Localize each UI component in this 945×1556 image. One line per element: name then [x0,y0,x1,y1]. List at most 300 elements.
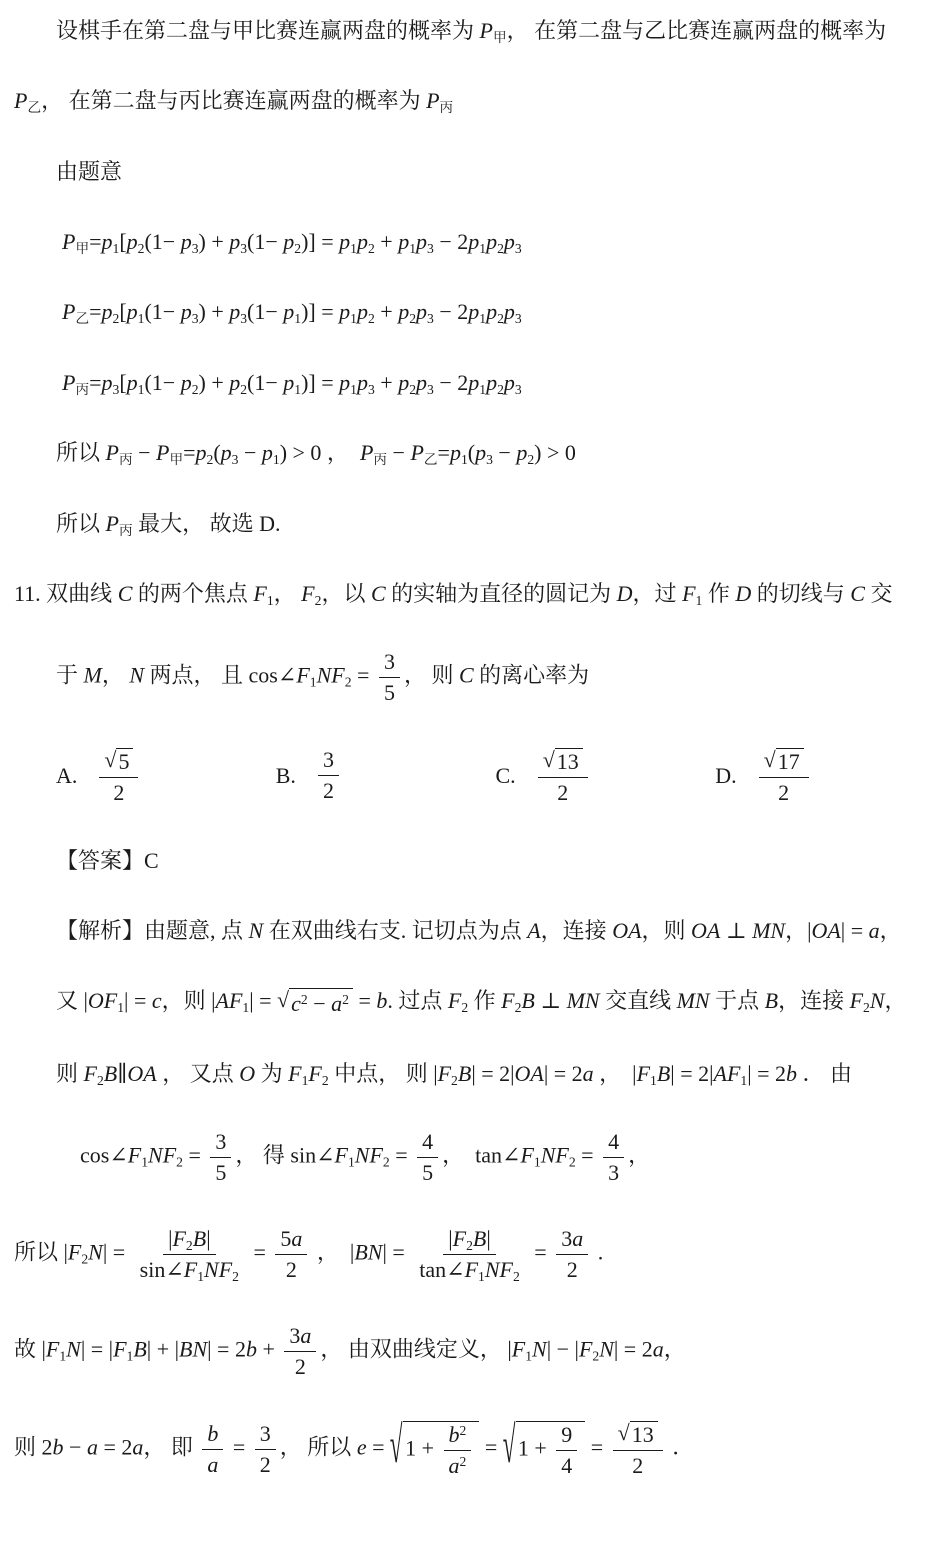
math-variable: N [248,917,264,943]
math-variable: p [356,299,368,325]
text-run: 又 | [56,988,88,1014]
subscript: 2 [367,240,375,256]
text-run: )] = [301,229,340,255]
text-run: 最大， 故选 D. [132,510,281,536]
fraction-numerator [443,1226,496,1255]
subscript: 3 [514,240,522,256]
analysis-line-7 [8,1414,935,1479]
premise-line [8,157,935,187]
subscript: 3 [191,311,199,327]
math-variable: p [180,299,192,325]
radical-sign: √ [502,1414,516,1474]
q11-stem-line-1 [8,579,935,609]
math-variable: AF [215,988,243,1014]
math-variable: p [283,299,295,325]
options-row [8,746,935,805]
fraction [318,747,339,804]
answer-line [8,846,935,876]
subscript: 2 [81,1251,89,1267]
text-run: 4 [561,1452,573,1478]
text-run: | = [102,1239,131,1265]
superscript: 2 [300,991,308,1007]
text-run: − 2 [433,229,469,255]
math-variable: F [301,580,315,606]
math-variable: A [527,917,541,943]
math-variable: p [356,369,368,395]
text-run: 2 [778,779,790,805]
text-run: ， 又点 [156,1060,240,1086]
text-run: 3 [259,1421,271,1447]
math-variable: P [426,88,440,114]
option-label: D. [715,762,737,788]
math-variable: N [599,1336,614,1362]
fraction [417,1129,438,1186]
text-run: 2 [294,1353,306,1379]
text-run: ， 由双曲线定义， | [320,1336,512,1362]
subscript: 1 [294,311,302,327]
subscript: 2 [96,1072,104,1088]
math-variable: p [449,440,461,466]
text-run: = [89,369,102,395]
subscript: 2 [514,1000,522,1016]
text-run: 交 [864,580,893,606]
option-label: B. [275,762,296,788]
fraction [603,1129,624,1186]
text-run: − 2 [433,299,469,325]
text-run: (1− [247,229,284,255]
subscript: 2 [451,1072,458,1088]
superscript: 2 [459,1453,467,1469]
subscript: 1 [409,240,417,256]
text-run: 1 + [405,1435,440,1461]
radicand [403,1421,479,1479]
text-run: (1− [144,229,181,255]
analysis-line-6 [8,1323,935,1380]
text-run: = [437,440,450,466]
math-variable: P [105,440,119,466]
math-variable: P [62,299,76,325]
text-run: ， [663,1336,686,1362]
subscript: 1 [650,1072,657,1088]
math-variable: a [652,1336,664,1362]
subscript: 丙 [439,100,454,116]
text-run: | = [249,988,278,1014]
math-variable: D [735,580,752,606]
text-run: 9 [561,1421,573,1447]
text-run: 中点， 则 | [328,1060,438,1086]
text-run: 5 [118,748,130,774]
fraction-numerator [417,1129,438,1158]
math-variable: OA [514,1060,544,1086]
text-run: 5 [383,680,395,706]
fraction [444,1422,472,1479]
math-variable: p [398,299,410,325]
fraction-denominator [255,1450,276,1478]
math-variable: F [253,580,267,606]
analysis-line-5 [8,1226,935,1283]
math-variable: p [486,299,498,325]
math-variable: p [486,229,498,255]
document-page [8,16,935,1479]
text-run: 的离心率为 [473,662,590,688]
subscript: 1 [301,1072,309,1088]
text-run: | [206,1226,211,1252]
math-variable: F [578,1336,593,1362]
option-value [534,746,592,805]
text-run: cos∠ [80,1142,128,1168]
fraction [135,1226,244,1283]
math-variable: N [869,988,885,1014]
fraction-numerator [99,746,138,777]
formula-p-yi [8,297,935,327]
math-variable: p [101,299,113,325]
text-run: ( [213,440,221,466]
text-run: 作 [468,988,502,1014]
subscript: 丙 [118,522,133,538]
fraction-numerator [379,649,400,678]
text-run: 所以 [56,510,106,536]
analysis-line-3 [8,1059,935,1089]
text-run: [ [119,229,127,255]
text-run: 2 [285,1257,297,1283]
subscript: 甲 [75,240,90,256]
analysis-line-2 [8,986,935,1019]
fraction-numerator [255,1421,276,1450]
fraction-numerator [759,746,809,777]
text-run: ，| [785,917,812,943]
text-run: ) + [198,229,230,255]
subscript: 3 [486,451,493,467]
text-run: 所以 | [14,1239,68,1265]
math-variable: F [520,1142,534,1168]
math-variable: MN [566,988,600,1014]
text-run: . 过点 [387,988,448,1014]
math-variable: p [101,229,113,255]
fraction [414,1226,525,1283]
square-root [277,988,353,1019]
subscript: 1 [350,381,357,397]
math-variable: N [532,1336,547,1362]
math-variable: BN [179,1336,208,1362]
math-variable: p [475,440,487,466]
subscript: 3 [427,240,434,256]
fraction-numerator [538,746,588,777]
text-run: = [352,988,377,1014]
math-variable: a [868,917,880,943]
text-run: 的实轴为直径的圆记为 [385,580,617,606]
math-variable: OA [811,917,841,943]
math-variable: p [416,369,428,395]
subscript: 1 [272,451,280,467]
math-variable: F [183,1257,198,1283]
subscript: 3 [191,240,199,256]
subscript: 2 [568,1154,576,1170]
subscript: 2 [512,1268,520,1284]
fraction-denominator [627,1451,648,1479]
subscript: 1 [266,592,274,608]
text-run: (1− [144,369,181,395]
subscript: 3 [112,381,120,397]
text-run: = [585,1434,609,1460]
text-run: ， 则 [403,662,459,688]
math-variable: p [468,369,480,395]
math-variable: a [86,1434,98,1460]
subscript: 2 [497,381,504,397]
text-run: 17 [777,748,800,774]
math-variable: F [682,580,696,606]
fraction-denominator [444,1451,472,1479]
text-run: ． 由 [797,1060,853,1086]
math-variable: F [447,988,462,1014]
math-variable: a [132,1434,144,1460]
math-variable: p [339,229,351,255]
text-run: = [479,1434,503,1460]
text-run: | = [382,1239,411,1265]
math-variable: F [308,1060,322,1086]
text-run: | [448,1226,453,1252]
subscript: 2 [240,381,248,397]
math-variable: F [464,1257,479,1283]
text-run: + [374,299,399,325]
square-root [389,1414,479,1479]
math-variable: D [616,580,633,606]
option-C [496,746,716,805]
analysis-line-1 [8,916,935,946]
text-run: (1− [144,299,181,325]
text-run: 则 2 [14,1434,53,1460]
math-variable: p [180,229,192,255]
fraction-denominator [417,1158,438,1186]
comparison-line [8,438,935,468]
math-variable: NF [148,1142,177,1168]
math-variable: p [229,369,241,395]
text-run: 5 [280,1226,292,1252]
text-run: 2 [632,1453,644,1479]
fraction-numerator [556,1226,588,1255]
text-run: ， 即 [143,1434,199,1460]
fraction-numerator [202,1421,223,1450]
option-value [314,747,343,804]
option-value [95,746,142,805]
subscript: 2 [409,381,417,397]
subscript: 甲 [492,29,507,45]
text-run: 所以 [56,440,106,466]
fraction [759,746,809,805]
fraction-numerator [603,1129,624,1158]
text-run: | = 2 [207,1336,246,1362]
radicand [630,1421,658,1448]
text-run: 于点 [709,988,765,1014]
subscript: 2 [863,1000,870,1016]
fraction-denominator [281,1255,302,1283]
fraction [255,1421,276,1478]
subscript: 1 [479,311,487,327]
text-run: 作 [702,580,736,606]
text-run: ，则 [641,917,692,943]
math-variable: p [126,229,138,255]
math-variable: a [300,1323,312,1349]
subscript: 2 [314,592,322,608]
text-run: | = 2 [613,1336,653,1362]
text-run: ⊥ [534,988,567,1014]
subscript: 3 [240,240,248,256]
math-variable: F [636,1060,651,1086]
text-run: [ [119,299,127,325]
math-variable: a [448,1452,460,1478]
math-variable: P [359,440,374,466]
text-run: 5 [215,1160,227,1186]
math-variable: b [245,1336,257,1362]
text-run: 【答案】C [56,847,159,873]
text-run: ， 在第二盘与丙比赛连赢两盘的概率为 [41,88,427,114]
fraction-denominator [210,1158,231,1186]
subscript: 1 [478,1268,485,1284]
fraction-numerator [210,1129,231,1158]
fraction-denominator [414,1255,525,1283]
math-variable: B [472,1226,487,1252]
subscript: 1 [126,1348,134,1364]
math-variable: p [503,299,515,325]
subscript: 1 [309,674,317,690]
text-run: 3 [561,1226,573,1252]
fraction-denominator [552,778,573,806]
math-variable: F [437,1060,452,1086]
math-variable: B [764,988,779,1014]
math-variable: c [291,990,301,1016]
subscript: 3 [514,311,522,327]
fraction [284,1323,316,1380]
text-run: ，以 [321,580,371,606]
subscript: 2 [527,451,535,467]
fraction-numerator [163,1226,216,1255]
text-run: = [247,1239,272,1265]
subscript: 2 [232,1268,239,1284]
text-run: − [63,1434,87,1460]
text-run: | = 2| [471,1060,515,1086]
math-variable: p [486,369,498,395]
fraction-numerator [444,1422,472,1451]
text-run: | − | [546,1336,579,1362]
math-variable: F [127,1142,142,1168]
text-run: | = 2| [670,1060,714,1086]
text-run: ， tan∠ [442,1142,521,1168]
math-variable: p [503,229,515,255]
math-variable: a [207,1452,219,1478]
text-run: )] = [301,299,340,325]
text-run: | = 2 [543,1060,583,1086]
text-run: | [168,1226,173,1252]
subscript: 1 [59,1348,67,1364]
math-variable: O [239,1060,256,1086]
text-run: ， [101,662,130,688]
option-B [276,747,496,804]
text-run: − [132,440,157,466]
math-variable: N [66,1336,81,1362]
square-root [764,748,804,775]
text-run: sin∠ [139,1257,184,1283]
math-variable: B [521,988,535,1014]
math-variable: F [452,1226,467,1252]
fraction-numerator [556,1422,577,1451]
text-run: 11. 双曲线 [14,580,118,606]
text-run: 3 [289,1323,301,1349]
math-variable: p [503,369,515,395]
subscript: 1 [137,381,145,397]
text-run: 由题意 [56,158,123,184]
text-run: = 2 [97,1434,133,1460]
math-variable: B [133,1336,147,1362]
math-variable: NF [204,1257,233,1283]
subscript: 1 [695,592,703,608]
fraction-denominator [135,1255,244,1283]
radical-sign: √ [389,1414,403,1474]
text-run: 两点， 且 cos∠ [144,662,297,688]
fraction-denominator [562,1255,583,1283]
subscript: 3 [427,311,434,327]
fraction [275,1226,307,1283]
math-variable: F [45,1336,60,1362]
math-variable: p [126,299,138,325]
text-run: 4 [608,1129,620,1155]
math-variable: F [113,1336,127,1362]
radicand [289,988,353,1019]
subscript: 2 [321,1072,329,1088]
text-run: ) + [198,369,230,395]
math-variable: p [339,299,351,325]
math-variable: F [511,1336,526,1362]
text-run: 5 [422,1160,434,1186]
math-variable: p [468,229,480,255]
text-run: ，连接 [540,917,613,943]
square-root [104,748,133,775]
fraction-numerator [275,1226,307,1255]
text-run: ) > 0 ， [279,440,360,466]
math-variable: p [126,369,138,395]
text-run: | = [124,988,152,1014]
subscript: 2 [206,451,214,467]
analysis-line-4 [8,1129,935,1186]
setup-line-1 [8,16,935,46]
math-variable: p [416,229,428,255]
text-run: (1− [247,299,284,325]
subscript: 2 [185,1237,193,1253]
text-run: = [227,1434,251,1460]
radical-sign: √ [763,746,776,772]
fraction [556,1226,588,1283]
math-variable: a [572,1226,584,1252]
math-variable: P [479,18,493,43]
text-run: 为 [255,1060,289,1086]
text-run: ， 所以 [279,1434,357,1460]
text-run: ， [273,580,302,606]
math-variable: M [83,662,102,688]
math-variable: P [105,510,119,536]
subscript: 乙 [75,311,90,327]
math-variable: C [370,580,386,606]
text-run: | = [840,917,869,943]
subscript: 2 [382,1154,390,1170]
text-run: 3 [608,1160,620,1186]
subscript: 1 [350,240,357,256]
math-variable: NF [484,1257,513,1283]
radical-sign: √ [277,986,290,1012]
math-variable: C [458,662,474,688]
subscript: 2 [294,240,302,256]
subscript: 2 [409,311,417,327]
subscript: 3 [427,381,434,397]
subscript: 丙 [75,381,90,397]
text-run: | [486,1226,491,1252]
